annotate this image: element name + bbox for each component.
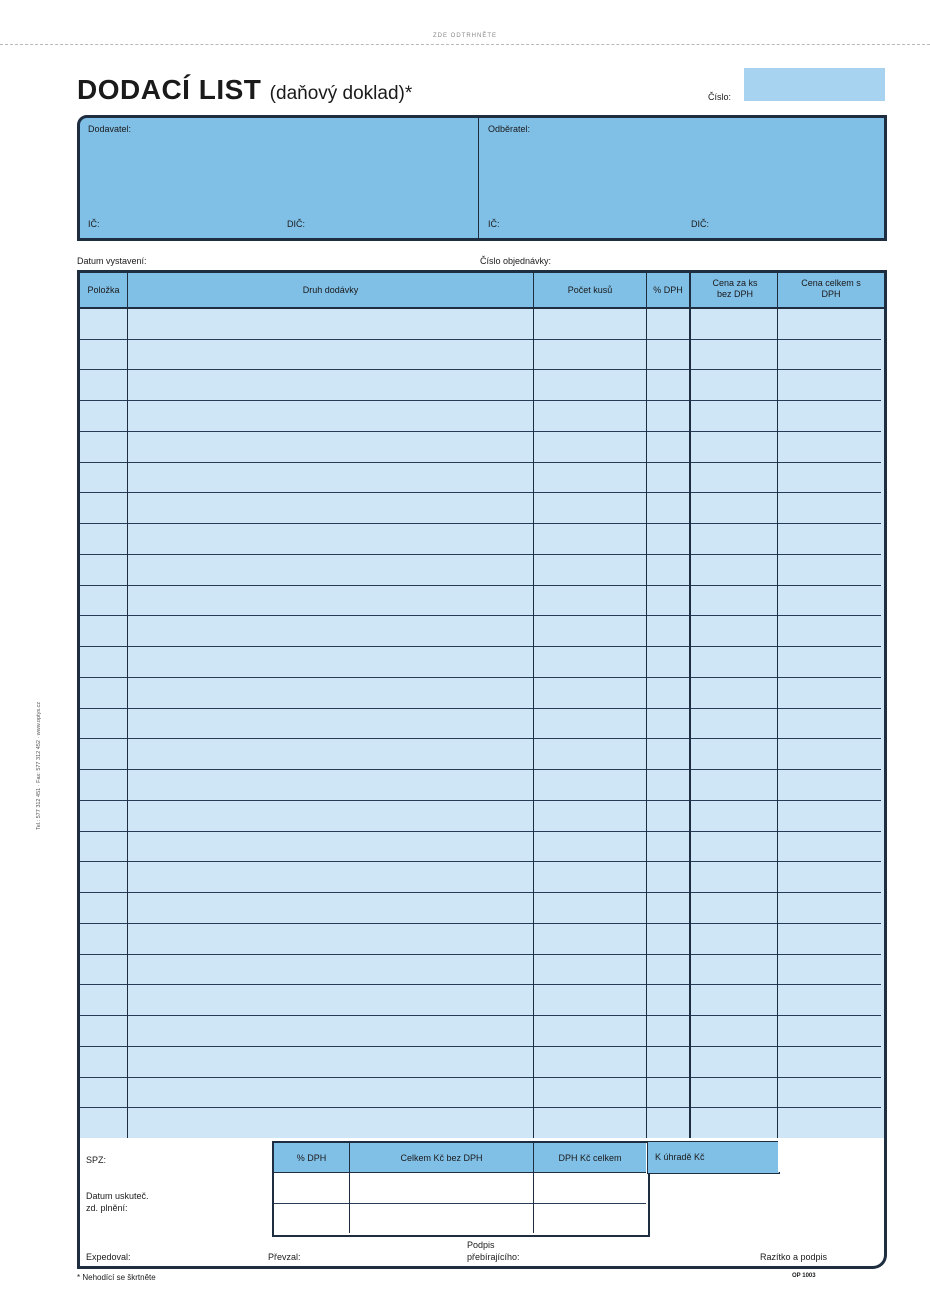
perforation-line: [0, 44, 930, 45]
table-row-divider: [80, 892, 881, 893]
table-row-divider: [80, 708, 881, 709]
customer-dic: DIČ:: [691, 219, 709, 229]
dispatched-by-label: Expedoval:: [86, 1252, 131, 1262]
col-divider: [127, 273, 128, 1138]
side-imprint: Tel.: 577 312 451 · Fax: 577 312 452 · www.optys.cz: [36, 701, 42, 830]
header-dph: % DPH: [653, 285, 683, 295]
table-row-divider: [80, 677, 881, 678]
parties-divider: [478, 115, 479, 238]
table-row-divider: [80, 923, 881, 924]
table-row-divider: [80, 369, 881, 370]
signature-label-line1: Podpis: [467, 1240, 495, 1250]
number-label: Číslo:: [708, 92, 732, 102]
signature-label-line2: přebírajícího:: [467, 1252, 520, 1262]
table-row-divider: [80, 769, 881, 770]
table-row-divider: [80, 1077, 881, 1078]
table-row-divider: [80, 492, 881, 493]
amount-due-field[interactable]: [778, 1141, 881, 1172]
issue-date-label: Datum vystavení:: [77, 256, 147, 266]
tear-off-label: ZDE ODTRHNĚTE: [433, 33, 497, 39]
header-pocet-kusu: Počet kusů: [567, 285, 613, 295]
table-row-divider: [80, 800, 881, 801]
table-row-divider: [80, 831, 881, 832]
header-cena-celkem: Cena celkem s DPH: [801, 278, 861, 299]
parties-box: [77, 115, 887, 241]
col-divider: [689, 273, 691, 1138]
stamp-signature-label: Razítko a podpis: [760, 1252, 828, 1262]
supplier-ic: IČ:: [88, 219, 100, 229]
number-field[interactable]: [744, 68, 885, 101]
table-row-divider: [80, 1046, 881, 1047]
date-label-line1: Datum uskuteč.: [86, 1191, 149, 1201]
table-row-divider: [80, 1015, 881, 1016]
table-row-divider: [80, 615, 881, 616]
table-row-divider: [80, 954, 881, 955]
customer-label: Odběratel:: [488, 124, 531, 134]
title-sub: (daňový doklad)*: [269, 83, 413, 104]
sum-header-bez-dph: Celkem Kč bez DPH: [400, 1153, 483, 1163]
table-row-divider: [80, 861, 881, 862]
header-cena-za-ks: Cena za ks bez DPH: [712, 278, 758, 299]
page-title: [77, 74, 412, 106]
customer-ic: IČ:: [488, 219, 500, 229]
sum-row-divider: [274, 1203, 646, 1204]
supplier-dic: DIČ:: [287, 219, 305, 229]
table-row-divider: [80, 339, 881, 340]
col-divider: [777, 273, 778, 1138]
table-row-divider: [80, 585, 881, 586]
col-divider: [533, 273, 534, 1138]
header-druh-dodavky: Druh dodávky: [302, 285, 359, 295]
date-label-line2: zd. plnění:: [86, 1203, 128, 1213]
table-row-divider: [80, 462, 881, 463]
table-row-divider: [80, 554, 881, 555]
received-by-label: Převzal:: [268, 1252, 301, 1262]
order-number-label: Číslo objednávky:: [480, 256, 552, 266]
amount-due-label: K úhradě Kč: [655, 1152, 705, 1162]
table-row-divider: [80, 738, 881, 739]
form-code: OP 1003: [792, 1273, 816, 1279]
title-main: DODACÍ LIST: [77, 74, 262, 105]
sum-header-dph: % DPH: [296, 1153, 327, 1163]
table-row-divider: [80, 984, 881, 985]
table-row-divider: [80, 646, 881, 647]
table-row-divider: [80, 431, 881, 432]
table-row-divider: [80, 400, 881, 401]
spz-label: SPZ:: [86, 1155, 107, 1165]
table-row-divider: [80, 523, 881, 524]
sum-header-dph-celkem: DPH Kč celkem: [558, 1153, 622, 1163]
col-divider: [646, 273, 647, 1138]
header-polozka: Položka: [87, 285, 120, 295]
footnote: * Nehodící se škrtněte: [77, 1273, 156, 1282]
supplier-label: Dodavatel:: [88, 124, 132, 134]
table-row-divider: [80, 1107, 881, 1108]
